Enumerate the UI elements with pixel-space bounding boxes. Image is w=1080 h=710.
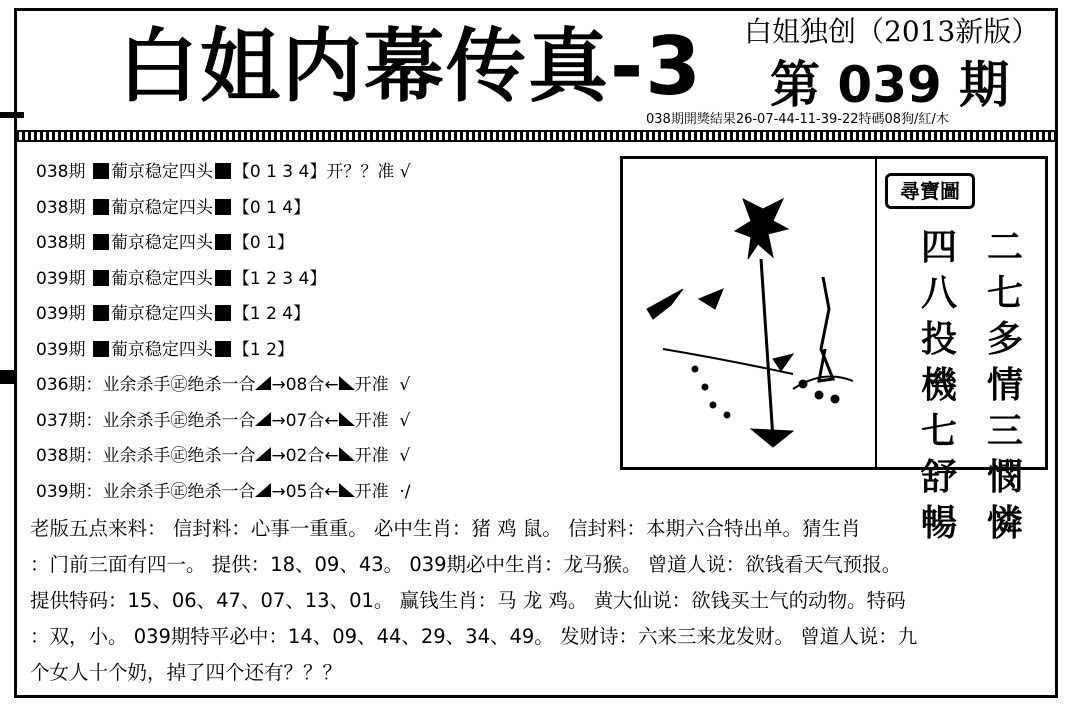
prediction-list [36, 155, 411, 510]
stable-row [36, 297, 411, 333]
row-numbers: 【0 1 4】 [232, 197, 311, 218]
triangle-icon [339, 412, 355, 426]
row-numbers: →02合← [271, 446, 339, 466]
row-numbers: 【1 2】 [232, 339, 294, 360]
previous-result: 038期開獎結果26-07-44-11-39-22特碼08狗/紅/木 [646, 112, 949, 127]
row-numbers: →05合← [271, 481, 339, 502]
dot [815, 391, 823, 399]
triangle-icon [339, 447, 355, 461]
bird-figure [735, 199, 788, 259]
rope-divider [16, 130, 1056, 142]
row-period: 038期 [36, 197, 86, 218]
block-icon [93, 305, 109, 321]
dot [692, 366, 698, 372]
block-icon [93, 234, 109, 250]
row-result: 开准 [354, 410, 389, 431]
row-label: 业余杀手㊣绝杀一合 [102, 410, 256, 431]
dot [710, 402, 716, 408]
row-numbers: 【0 1 3 4】 [232, 162, 327, 182]
block-icon [93, 199, 109, 215]
text-line: 提供特码：15、06、47、07、13、01。 赢钱生肖：马 龙 鸡。 黄大仙说：欲钱买土气的动物。特码 [30, 589, 906, 612]
edition-label: 白姐独创（2013新版） [744, 15, 1040, 48]
row-numbers: 【0 1】 [232, 233, 294, 253]
wing-mid [699, 289, 723, 309]
stable-row [36, 262, 411, 298]
block-icon [93, 341, 109, 357]
row-numbers: 【1 2 3 4】 [232, 268, 327, 289]
pole-line [761, 259, 773, 439]
edge-mark [0, 370, 16, 384]
poem-col-left: 四八投機七舒暢 [920, 227, 957, 544]
triangle-icon [255, 412, 271, 426]
row-label: 葡京稳定四头 [110, 304, 213, 324]
text-line: ：门前三面有四一。 提供：18、09、43。 039期必中生肖：龙马猴。 曾道人说：欲钱看天气预报。 [30, 553, 902, 576]
kill-row [36, 368, 411, 404]
row-numbers: 【1 2 4】 [232, 304, 311, 324]
panel-divider [875, 159, 877, 467]
row-label: 业余杀手㊣绝杀一合 [102, 446, 256, 466]
dot [702, 384, 708, 390]
block-icon [215, 234, 231, 250]
text-line: 个女人十个奶，掉了四个还有？？？ [30, 661, 343, 684]
triangle-icon [255, 483, 271, 497]
row-label: 葡京稳定四头 [110, 162, 213, 182]
row-period: 039期 [36, 268, 86, 289]
kill-row [36, 404, 411, 440]
base-shape [751, 429, 793, 447]
row-period: 039期 [36, 339, 86, 360]
check-mark: √ [399, 446, 411, 466]
block-icon [93, 270, 109, 286]
row-result: 开准 [354, 481, 389, 502]
triangle-icon [255, 376, 271, 390]
row-label: 葡京稳定四头 [110, 268, 213, 289]
kill-row [36, 439, 411, 475]
block-icon [215, 270, 231, 286]
row-label: 葡京稳定四头 [110, 233, 213, 253]
row-label: 业余杀手㊣绝杀一合 [102, 375, 256, 395]
row-label: 葡京稳定四头 [110, 197, 213, 218]
row-numbers: →07合← [271, 410, 339, 431]
dot [831, 395, 839, 403]
triangle-icon [339, 483, 355, 497]
row-period: 038期： [36, 446, 103, 466]
row-label: 葡京稳定四头 [110, 339, 213, 360]
poem-col-right: 二七多情三憫憐 [986, 227, 1023, 544]
block-icon [215, 341, 231, 357]
row-period: 037期： [36, 410, 103, 431]
stable-row [36, 191, 411, 227]
sketch-illustration [623, 159, 873, 467]
check-mark: √ [399, 410, 411, 431]
row-period: 038期 [36, 233, 86, 253]
row-period: 039期 [36, 304, 86, 324]
issue-number: 第 039 期 [770, 56, 1010, 114]
row-label: 业余杀手㊣绝杀一合 [102, 481, 256, 502]
row-period: 038期 [36, 162, 86, 182]
row-period: 036期： [36, 375, 103, 395]
dot [724, 412, 730, 418]
triangle-icon [255, 447, 271, 461]
edge-mark [0, 112, 24, 118]
check-mark: √ [399, 375, 411, 395]
stable-row [36, 155, 411, 191]
leaf-shape [773, 354, 793, 371]
row-result: 开准 [354, 375, 389, 395]
block-icon [215, 163, 231, 179]
triangle-icon [339, 376, 355, 390]
row-numbers: →08合← [271, 375, 339, 395]
wing-left [647, 289, 683, 319]
row-period: 039期： [36, 481, 103, 502]
stable-row [36, 226, 411, 262]
bottom-text [30, 511, 1042, 691]
block-icon [215, 305, 231, 321]
text-line: 老版五点来料： 信封料：心事一重重。 必中生肖：猪 鸡 鼠。 信封料：本期六合特出单。猜生肖 [30, 517, 861, 540]
block-icon [215, 199, 231, 215]
row-result: 开准 [354, 446, 389, 466]
page-title: 白姐内幕传真-3 [118, 20, 703, 113]
kill-row [36, 475, 411, 511]
block-icon [93, 163, 109, 179]
ground-line [663, 349, 793, 374]
row-result: 开？？准 √ [326, 162, 411, 182]
text-line: ：双，小。 039期特平必中：14、09、44、29、34、49。 发财诗：六来三来龙发财。 曾道人说：九 [30, 625, 918, 648]
stable-row [36, 333, 411, 369]
treasure-map-panel [620, 156, 1048, 544]
check-mark: ·/ [399, 481, 411, 502]
treasure-label: 尋寶圖 [885, 173, 975, 209]
figure-right [819, 277, 833, 381]
